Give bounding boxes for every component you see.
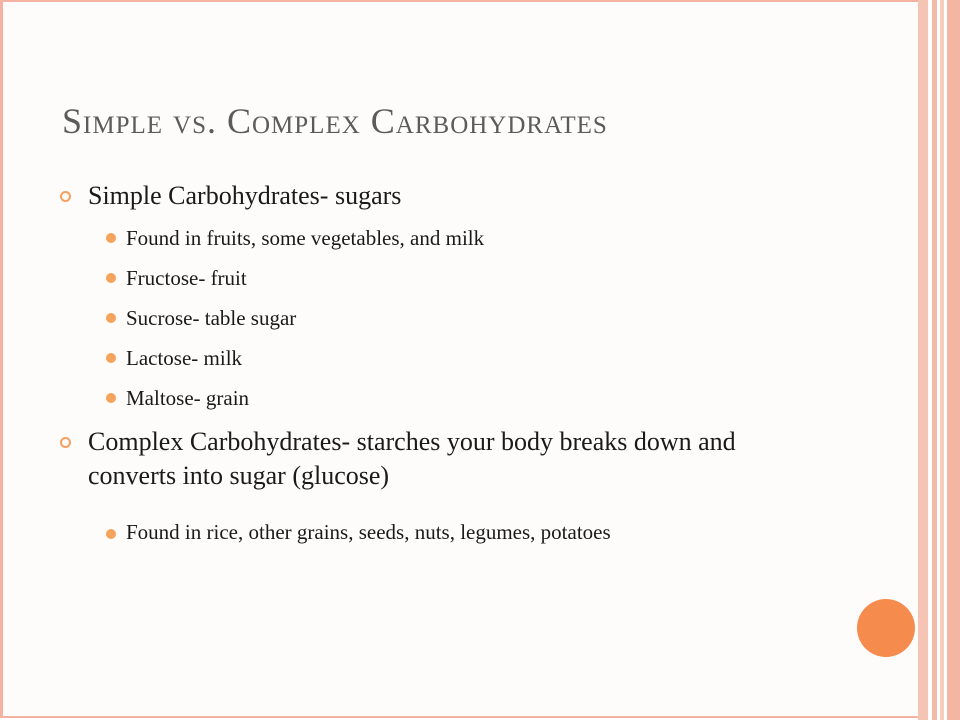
bullet-dot-icon (106, 529, 116, 539)
bullet-dot-icon (106, 393, 116, 403)
stripe (918, 0, 928, 720)
list-item: Maltose- grain (126, 386, 250, 410)
list-item: Found in fruits, some vegetables, and milk (126, 226, 485, 250)
bullet-ring-icon (60, 437, 71, 448)
bullet-dot-icon (106, 233, 116, 243)
stripe (932, 0, 937, 720)
list-item: Sucrose- table sugar (126, 306, 297, 330)
accent-circle (857, 599, 915, 657)
section-heading-simple: Simple Carbohydrates- sugars (88, 181, 402, 210)
list-item: Lactose- milk (126, 346, 243, 370)
bullet-ring-icon (60, 191, 71, 202)
bullet-dot-icon (106, 273, 116, 283)
bullet-dot-icon (106, 353, 116, 363)
bullet-dot-icon (106, 313, 116, 323)
section-heading-complex: Complex Carbohydrates- starches your body breaks down and converts into sugar (glucose) (88, 427, 736, 490)
list-item: Fructose- fruit (126, 266, 247, 290)
decorative-stripes (918, 0, 960, 720)
list-item: Found in rice, other grains, seeds, nuts, legumes, potatoes (126, 520, 611, 544)
stripe (947, 0, 960, 720)
stripe (940, 0, 944, 720)
slide-title: Simple vs. Complex Carbohydrates (62, 101, 608, 141)
